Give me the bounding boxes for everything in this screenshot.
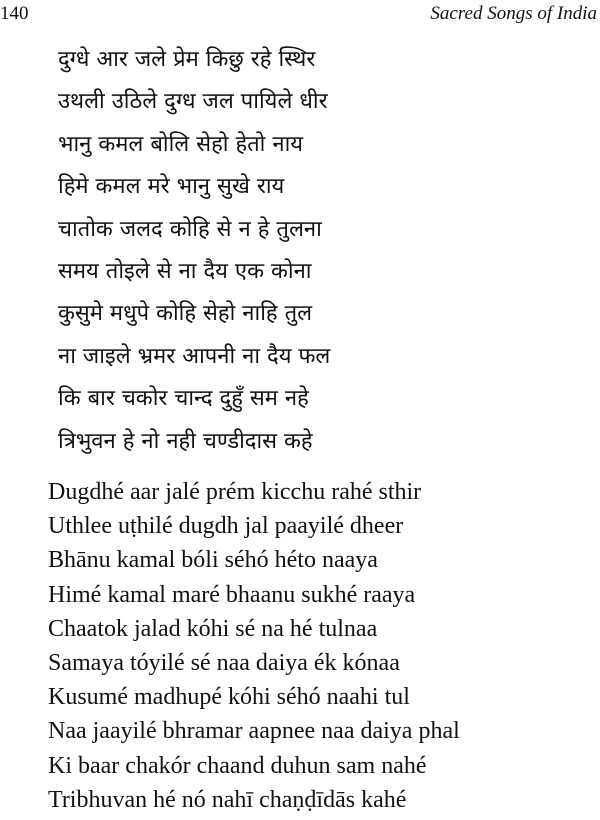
transliteration-line-6: Samaya tóyilé sé naa daiya ék kónaa (48, 649, 400, 676)
transliteration-line-5: Chaatok jalad kóhi sé na hé tulnaa (48, 615, 378, 642)
devanagari-line-10: त्रिभुवन हे नो नही चण्डीदास कहे (58, 428, 313, 454)
devanagari-line-2: उथली उठिले दुग्ध जल पायिले धीर (58, 89, 328, 115)
devanagari-line-1: दुग्धे आर जले प्रेम किछु रहे स्थिर (58, 47, 316, 72)
page-header (0, 0, 600, 30)
transliteration-line-1: Dugdhé aar jalé prém kicchu rahé sthir (48, 479, 422, 505)
devanagari-line-8: ना जाइले भ्रमर आपनी ना दैय फल (58, 343, 331, 369)
transliteration-line-2: Uthlee uṭhilé dugdh jal paayilé dheer (48, 513, 404, 540)
devanagari-line-3: भानु कमल बोलि सेहो हेतो नाय (58, 131, 304, 157)
running-title: Sacred Songs of India (430, 3, 597, 24)
transliteration-line-4: Himé kamal maré bhaanu sukhé raaya (48, 581, 416, 608)
devanagari-verse (58, 43, 330, 467)
transliteration-line-8: Naa jaayilé bhramar aapnee naa daiya phal (48, 718, 460, 745)
transliteration-verse (48, 477, 460, 819)
transliteration-line-9: Ki baar chakór chaand duhun sam nahé (48, 752, 427, 779)
transliteration-line-3: Bhānu kamal bóli séhó héto naaya (48, 547, 378, 574)
devanagari-line-4: हिमे कमल मरे भानु सुखे राय (58, 174, 285, 200)
devanagari-line-6: समय तोइले से ना दैय एक कोना (58, 258, 312, 284)
devanagari-line-7: कुसुमे मधुपे कोहि सेहो नाहि तुल (58, 301, 313, 327)
devanagari-line-9: कि बार चकोर चान्द दुहुँ सम नहे (58, 386, 309, 412)
transliteration-line-7: Kusumé madhupé kóhi séhó naahi tul (48, 684, 410, 711)
page-number: 140 (0, 3, 29, 24)
transliteration-line-10: Tribhuvan hé nó nahī chaṇḍīdās kahé (48, 786, 407, 813)
devanagari-line-5: चातोक जलद कोहि से न हे तुलना (58, 216, 322, 242)
